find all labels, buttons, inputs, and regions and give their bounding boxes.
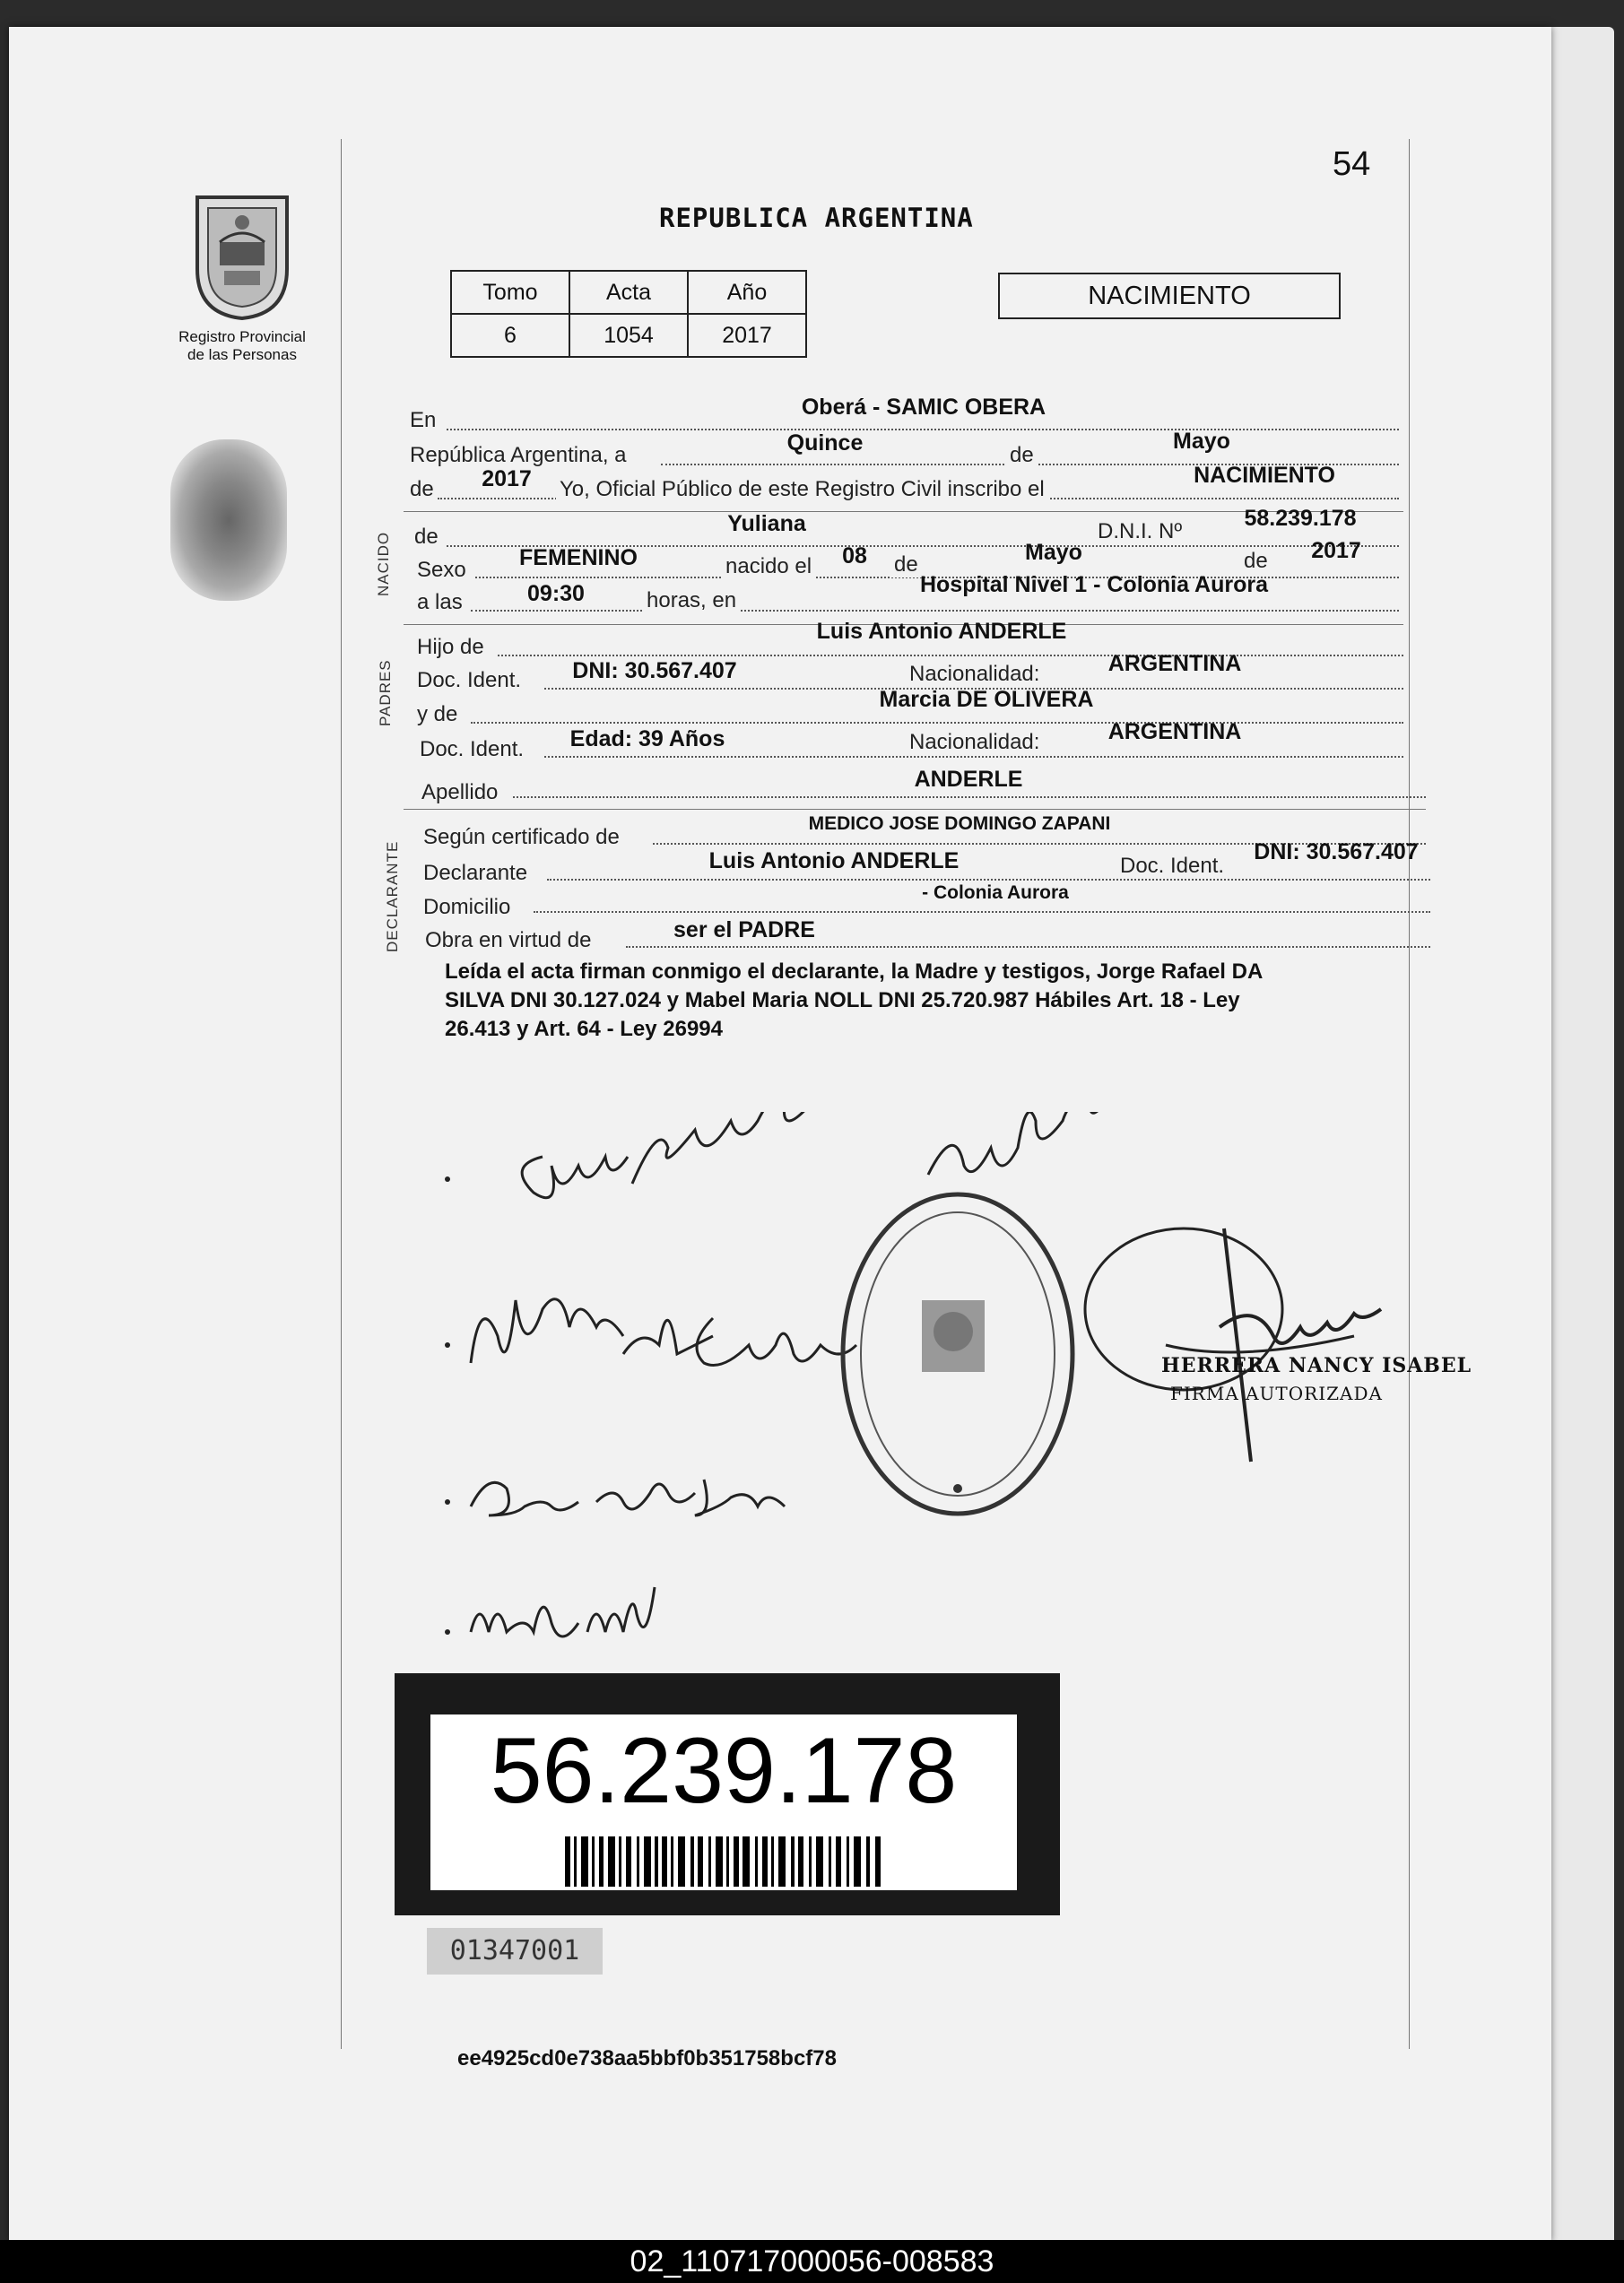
seal-caption-line1: Registro Provincial xyxy=(178,328,306,345)
barcode-label xyxy=(395,1673,1060,1915)
header-title: REPUBLICA ARGENTINA xyxy=(659,203,974,233)
mother-name: Marcia DE OLIVERA xyxy=(879,687,1094,712)
dotted-line xyxy=(626,946,1430,948)
born-sex: FEMENINO xyxy=(519,545,638,570)
mother-doc: Edad: 39 Años xyxy=(569,726,725,751)
closing-text-line3: 26.413 y Art. 64 - Ley 26994 xyxy=(445,1017,723,1041)
barcode-card xyxy=(430,1714,1017,1890)
declarant-doc: DNI: 30.567.407 xyxy=(1254,839,1419,864)
date-month: Mayo xyxy=(1173,429,1230,454)
tomo-header: Tomo xyxy=(451,271,569,314)
signature-witness-1 xyxy=(444,1462,821,1533)
section-rule xyxy=(404,809,1426,810)
document-page xyxy=(9,27,1551,2242)
born-place: Hospital Nivel 1 - Colonia Aurora xyxy=(919,572,1269,597)
dotted-line xyxy=(547,879,1430,881)
father-nationality: ARGENTINA xyxy=(1107,651,1242,676)
seal-caption-line2: de las Personas xyxy=(187,346,297,363)
dotted-line xyxy=(534,911,1430,913)
dotted-line xyxy=(544,756,1403,758)
date-year: 2017 xyxy=(482,466,532,491)
label-y-de: y de xyxy=(417,702,458,726)
authorized-signature xyxy=(1076,1211,1417,1480)
mother-nationality: ARGENTINA xyxy=(1107,719,1242,744)
signature-witness-2 xyxy=(444,1578,695,1650)
dotted-line xyxy=(498,655,1403,656)
registry-stamp-ring xyxy=(832,1184,1083,1524)
born-month: Mayo xyxy=(1025,540,1082,565)
page-number: 54 xyxy=(1333,145,1371,183)
document-hash: ee4925cd0e738aa5bbf0b351758bcf78 xyxy=(457,2046,837,2070)
official-role: FIRMA AUTORIZADA xyxy=(1170,1383,1383,1404)
barcode-bars xyxy=(565,1836,888,1887)
label-hijo-de: Hijo de xyxy=(417,635,484,659)
label-nac-father: Nacionalidad: xyxy=(906,662,1043,687)
signature-witness-1-scribble xyxy=(444,1462,821,1533)
barcode-number: 56.239.178 xyxy=(490,1719,958,1823)
label-nacido-el: nacido el xyxy=(722,554,815,579)
label-rep: República Argentina, a xyxy=(410,443,627,467)
label-de-born-month: de xyxy=(890,552,922,577)
label-sexo: Sexo xyxy=(417,558,466,582)
anio-value: 2017 xyxy=(688,314,806,357)
date-day: Quince xyxy=(786,430,864,456)
label-de-name: de xyxy=(414,525,439,549)
fingerprint xyxy=(170,439,287,601)
province-seal-emblem xyxy=(179,188,305,323)
label-doc-mother: Doc. Ident. xyxy=(420,737,525,761)
act-type-box: NACIMIENTO xyxy=(998,273,1341,319)
place-value: Oberá - SAMIC OBERA xyxy=(801,395,1046,420)
label-de-month: de xyxy=(1006,443,1038,468)
control-number-label: 01347001 xyxy=(427,1928,603,1975)
dotted-line xyxy=(513,796,1426,798)
born-year: 2017 xyxy=(1311,538,1361,563)
label-horas: horas, en xyxy=(643,588,740,613)
signature-mother xyxy=(444,1282,892,1381)
footer-id: 02_110717000056-008583 xyxy=(630,2244,994,2279)
acta-value: 1054 xyxy=(569,314,688,357)
closing-text-line1: Leída el acta firman conmigo el declarante, la Madre y testigos, Jorge Rafael DA xyxy=(445,959,1264,984)
father-doc: DNI: 30.567.407 xyxy=(572,658,737,683)
footer-bar xyxy=(0,2240,1624,2283)
label-apellido: Apellido xyxy=(421,780,499,804)
acta-header: Acta xyxy=(569,271,688,314)
registry-stamp xyxy=(832,1184,1083,1524)
label-domicilio: Domicilio xyxy=(423,895,511,919)
label-officer: Yo, Oficial Público de este Registro Civil inscribo el xyxy=(556,477,1048,502)
province-seal xyxy=(179,188,305,323)
section-label-nacido: NACIDO xyxy=(375,531,392,596)
label-segun: Según certificado de xyxy=(423,825,620,849)
signature-witness-2-scribble xyxy=(444,1578,695,1650)
anio-header: Año xyxy=(688,271,806,314)
label-dni: D.N.I. Nº xyxy=(1094,519,1185,544)
born-name: Yuliana xyxy=(727,511,806,536)
section-label-padres: PADRES xyxy=(377,659,394,726)
born-day: 08 xyxy=(842,543,867,569)
official-name: HERRERA NANCY ISABEL xyxy=(1161,1354,1472,1377)
closing-text-line2: SILVA DNI 30.127.024 y Mabel Maria NOLL DNI 25.720.987 Hábiles Art. 18 - Ley xyxy=(445,988,1240,1012)
registry-table xyxy=(450,270,807,358)
tomo-value: 6 xyxy=(451,314,569,357)
label-en: En xyxy=(410,408,437,432)
section-label-declarante: DECLARANTE xyxy=(384,840,401,952)
label-nac-mother: Nacionalidad: xyxy=(906,730,1043,755)
label-doc-declarant: Doc. Ident. xyxy=(1116,854,1228,879)
label-doc-father: Doc. Ident. xyxy=(417,668,522,692)
father-name: Luis Antonio ANDERLE xyxy=(816,619,1067,644)
date-act: NACIMIENTO xyxy=(1194,463,1335,488)
surname-value: ANDERLE xyxy=(914,767,1023,792)
label-obra: Obra en virtud de xyxy=(425,928,592,952)
signature-mother-scribble xyxy=(444,1282,892,1381)
authorized-signature-scribble xyxy=(1076,1211,1417,1480)
label-declarante: Declarante xyxy=(423,861,528,885)
born-dni: 58.239.178 xyxy=(1244,506,1357,531)
cert-value: MEDICO JOSE DOMINGO ZAPANI xyxy=(808,813,1111,834)
label-de-year: de xyxy=(410,477,434,501)
reason-value: ser el PADRE xyxy=(673,917,815,942)
label-de-born-year: de xyxy=(1240,549,1272,574)
label-a-las: a las xyxy=(417,590,463,614)
born-time: 09:30 xyxy=(527,581,585,606)
dotted-line xyxy=(471,610,1399,612)
declarant-name: Luis Antonio ANDERLE xyxy=(708,848,960,873)
address-value: - Colonia Aurora xyxy=(922,882,1069,903)
